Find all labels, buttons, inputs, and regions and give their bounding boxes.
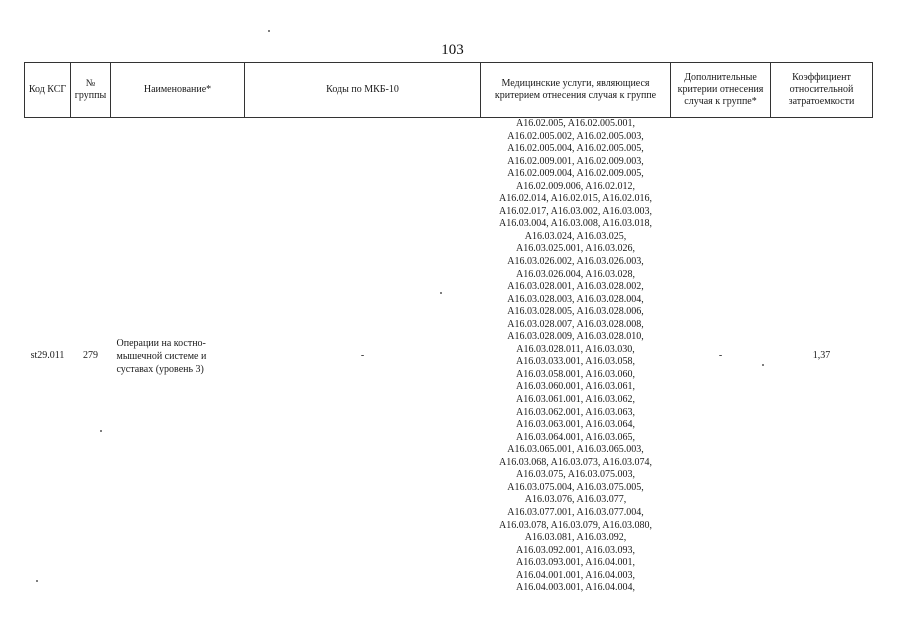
group-number: 279: [83, 350, 98, 362]
header-services: Медицинские услуги, являющиеся критерием отнесения случая к группе: [481, 63, 671, 118]
group-name: Операции на костно-мышечной системе и суставах (уровень 3): [116, 337, 207, 375]
service-code-line: A16.03.028.005, A16.03.028.006,: [507, 306, 644, 318]
service-code-line: A16.03.075.004, A16.03.075.005,: [507, 481, 644, 493]
service-code-line: A16.04.003.001, A16.04.004,: [516, 582, 635, 594]
header-extra-criteria: Дополнительные критерии отнесения случая к группе*: [671, 63, 771, 118]
mkb-dash: -: [360, 350, 365, 362]
service-code-line: A16.02.009.004, A16.02.009.005,: [507, 168, 644, 180]
extra-criteria: [671, 118, 771, 595]
table-header: [25, 63, 873, 118]
service-code-line: A16.03.028.001, A16.03.028.002,: [507, 281, 644, 293]
cost-coefficient: 1,37: [812, 350, 831, 362]
service-code-line: A16.03.062.001, A16.03.063,: [516, 406, 635, 418]
service-code-line: A16.02.005.004, A16.02.005.005,: [507, 143, 644, 155]
service-code-line: A16.03.068, A16.03.073, A16.03.074,: [498, 456, 653, 468]
service-code-line: A16.02.005.002, A16.02.005.003,: [507, 130, 644, 142]
scan-speck: [100, 430, 102, 432]
kcg-table: [24, 62, 873, 595]
header-group: № группы: [71, 63, 111, 118]
service-code-line: A16.03.093.001, A16.04.001,: [516, 557, 635, 569]
service-code-line: A16.03.065.001, A16.03.065.003,: [507, 444, 644, 456]
service-code-line: A16.03.025.001, A16.03.026,: [516, 243, 635, 255]
table-row: [25, 118, 873, 595]
service-code-line: A16.03.077.001, A16.03.077.004,: [507, 506, 644, 518]
scan-speck: [268, 30, 270, 32]
service-code-line: A16.03.076, A16.03.077,: [524, 494, 627, 506]
service-code-line: A16.03.075, A16.03.075.003,: [516, 469, 635, 481]
scan-speck: [762, 364, 764, 366]
service-code-line: A16.03.028.007, A16.03.028.008,: [507, 318, 644, 330]
service-code-line: A16.03.058.001, A16.03.060,: [516, 368, 635, 380]
service-code-line: A16.03.028.009, A16.03.028.010,: [507, 331, 644, 343]
service-code-line: A16.03.033.001, A16.03.058,: [516, 356, 635, 368]
mkb-codes: [245, 118, 481, 595]
header-coefficient: Коэффициент относительной затратоемкости: [771, 63, 873, 118]
scan-speck: [440, 292, 442, 294]
service-code-line: A16.03.026.004, A16.03.028,: [516, 268, 635, 280]
service-code-line: A16.03.028.011, A16.03.030,: [516, 343, 635, 355]
service-code-line: A16.03.064.001, A16.03.065,: [516, 431, 635, 443]
service-code-line: A16.03.060.001, A16.03.061,: [516, 381, 635, 393]
header-code: Код КСГ: [25, 63, 71, 118]
page-number: 103: [441, 42, 464, 58]
service-code-line: A16.02.005, A16.02.005.001,: [516, 118, 635, 129]
service-code-line: A16.03.081, A16.03.092,: [524, 532, 627, 544]
service-code-line: A16.04.001.001, A16.04.003,: [516, 569, 635, 581]
services-list: [481, 118, 671, 595]
service-code-line: A16.02.014, A16.02.015, A16.02.016,: [498, 193, 653, 205]
header-mkb: Коды по МКБ-10: [245, 63, 481, 118]
service-code-line: A16.02.009.001, A16.02.009.003,: [507, 155, 644, 167]
service-code-line: A16.03.004, A16.03.008, A16.03.018,: [498, 218, 653, 230]
service-code-line: A16.03.092.001, A16.03.093,: [516, 544, 635, 556]
service-code-line: A16.03.078, A16.03.079, A16.03.080,: [498, 519, 653, 531]
service-code-line: A16.03.026.002, A16.03.026.003,: [507, 256, 644, 268]
service-code-line: A16.02.017, A16.03.002, A16.03.003,: [498, 205, 653, 217]
ksg-code: st29.011: [30, 350, 65, 362]
service-code-line: A16.03.024, A16.03.025,: [524, 230, 627, 242]
service-code-line: A16.03.028.003, A16.03.028.004,: [507, 293, 644, 305]
scan-speck: [36, 580, 38, 582]
service-code-line: A16.03.061.001, A16.03.062,: [516, 394, 635, 406]
service-code-line: A16.02.009.006, A16.02.012,: [516, 180, 635, 192]
header-name: Наименование*: [111, 63, 245, 118]
extra-dash: -: [718, 350, 723, 362]
service-code-line: A16.03.063.001, A16.03.064,: [516, 419, 635, 431]
